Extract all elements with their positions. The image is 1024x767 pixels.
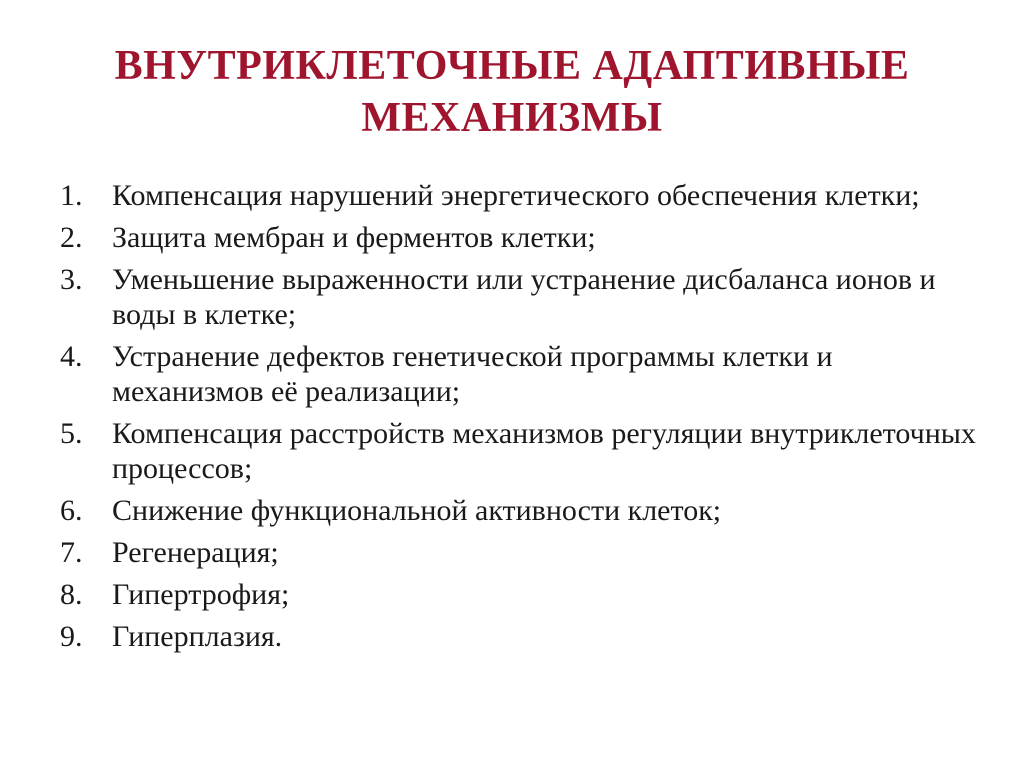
list-item [60, 619, 980, 654]
list-item-text: Компенсация расстройств механизмов регуляции внутриклеточных процессов; [112, 417, 976, 485]
slide-title-line-1: ВНУТРИКЛЕТОЧНЫЕ АДАПТИВНЫЕ [114, 43, 910, 89]
list-item [60, 339, 980, 409]
list-item-number: 6. [60, 494, 83, 527]
mechanisms-list [60, 178, 980, 661]
slide-title-line-2: МЕХАНИЗМЫ [361, 95, 663, 141]
list-item [60, 178, 980, 213]
list-item [60, 416, 980, 486]
list-item-text: Устранение дефектов генетической программы клетки и механизмов её реализации; [112, 340, 833, 408]
list-item-text: Защита мембран и ферментов клетки; [112, 221, 596, 254]
list-item-text: Гипертрофия; [112, 578, 290, 611]
list-item-number: 9. [60, 620, 83, 653]
list-item-number: 7. [60, 536, 83, 569]
list-item-number: 1. [60, 179, 83, 212]
list-item [60, 262, 980, 332]
list-item-number: 8. [60, 578, 83, 611]
list-item-number: 3. [60, 263, 83, 296]
list-item [60, 577, 980, 612]
list-item-number: 4. [60, 340, 83, 373]
list-item-text: Снижение функциональной активности клеток; [112, 494, 722, 527]
list-item-number: 2. [60, 221, 83, 254]
list-item-text: Гиперплазия. [112, 620, 283, 653]
list-item [60, 220, 980, 255]
list-item-text: Регенерация; [112, 536, 279, 569]
list-item-text: Компенсация нарушений энергетического обеспечения клетки; [112, 179, 920, 212]
slide-title [0, 40, 1024, 144]
list-item-text: Уменьшение выраженности или устранение дисбаланса ионов и воды в клетке; [112, 263, 936, 331]
list-item [60, 535, 980, 570]
list-item [60, 493, 980, 528]
list-item-number: 5. [60, 417, 83, 450]
